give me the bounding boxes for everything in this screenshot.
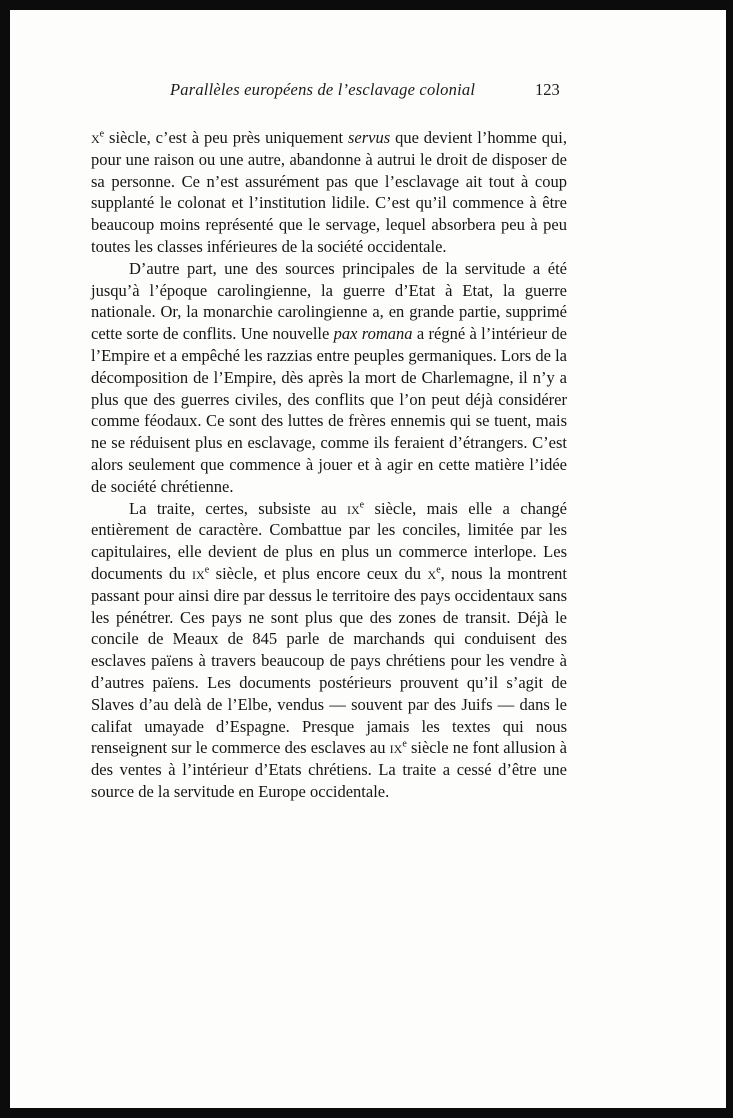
paragraph-2: [91, 258, 567, 498]
text-run: siècle, mais elle a changé entièrement de caractère. Combattue par les conciles, limitée par les capitulaires, elle devient de plus en plus un commerce interlope. Les documents du: [91, 498, 567, 583]
century-numeral: x: [427, 563, 437, 583]
text-run: siècle ne font allusion à des ventes à l’intérieur d’Etats chrétiens. La traite a cessé d’être une source de la servitude en Europe occidentale.: [91, 738, 567, 801]
superscript: e: [359, 499, 365, 511]
century-numeral: ix: [389, 738, 403, 758]
superscript: e: [99, 128, 105, 140]
italic-term: pax romana: [333, 324, 413, 344]
superscript: e: [436, 564, 441, 576]
century-numeral: x: [91, 128, 100, 147]
paragraph-3: [91, 498, 567, 803]
running-title: Parallèles européens de l’esclavage colonial: [170, 80, 476, 99]
superscript: e: [204, 564, 210, 576]
text-run: siècle, et plus encore ceux du: [209, 563, 428, 583]
century-numeral: ix: [347, 498, 360, 518]
century-numeral: ix: [192, 563, 205, 583]
text-run: a régné à l’intérieur de l’Empire et a empêché les razzias entre peuples germaniques. Lors de la décomposition de l’Empire, dès après la mort de Charlemagne, il n’y a plus que des guerres civiles, des conflits que l’on peut déjà considérer comme féodaux. Ce sont des luttes de frères ennemis qui se tuent, mais ne se réduisent plus en esclavage, comme ils feraient d’étrangers. C’est alors seulement que commence à jouer et à agir en cette matière l’idée de société chrétienne.: [91, 324, 567, 496]
text-run: siècle, c’est à peu près uniquement: [104, 128, 348, 147]
book-page: [10, 10, 726, 1108]
text-run: que devient l’homme qui, pour une raison ou une autre, abandonne à autrui le droit de disposer de sa personne. Ce n’est assurément pas que l’esclavage ait tout à coup supplanté le colonat et l’institution lidile. C’est qu’il commence à être beaucoup moins représenté que le servage, lequel absorbera peu à peu toutes les classes inférieures de la société occidentale.: [91, 128, 568, 256]
body-text: [91, 127, 567, 803]
page-number: 123: [535, 80, 560, 99]
paragraph-1: [91, 127, 567, 258]
italic-term: servus: [347, 128, 391, 147]
text-run: , nous la montrent passant pour ainsi dire par dessus le territoire des pays occidentaux sans les pénétrer. Ces pays ne sont plus que des zones de transit. Déjà le concile de Meaux de 845 parle de marchands qui conduisent des esclaves païens à travers beaucoup de pays chrétiens pour les vendre à d’autres païens. Les documents postérieurs prouvent qu’il s’agit de Slaves d’au delà de l’Elbe, vendus — souvent par des Juifs — dans le califat umayade d’Espagne. Presque jamais les textes qui nous renseignent sur le commerce des esclaves au: [91, 563, 567, 758]
running-header: [10, 80, 726, 104]
text-run: La traite, certes, subsiste au: [129, 498, 347, 518]
text-run: D’autre part, une des sources principales de la servitude a été jusqu’à l’époque carolingienne, la guerre d’Etat à Etat, la guerre nationale. Or, la monarchie carolingienne a, en grande partie, supprimé cette sorte de conflits. Une nouvelle: [91, 258, 567, 344]
superscript: e: [402, 738, 407, 750]
